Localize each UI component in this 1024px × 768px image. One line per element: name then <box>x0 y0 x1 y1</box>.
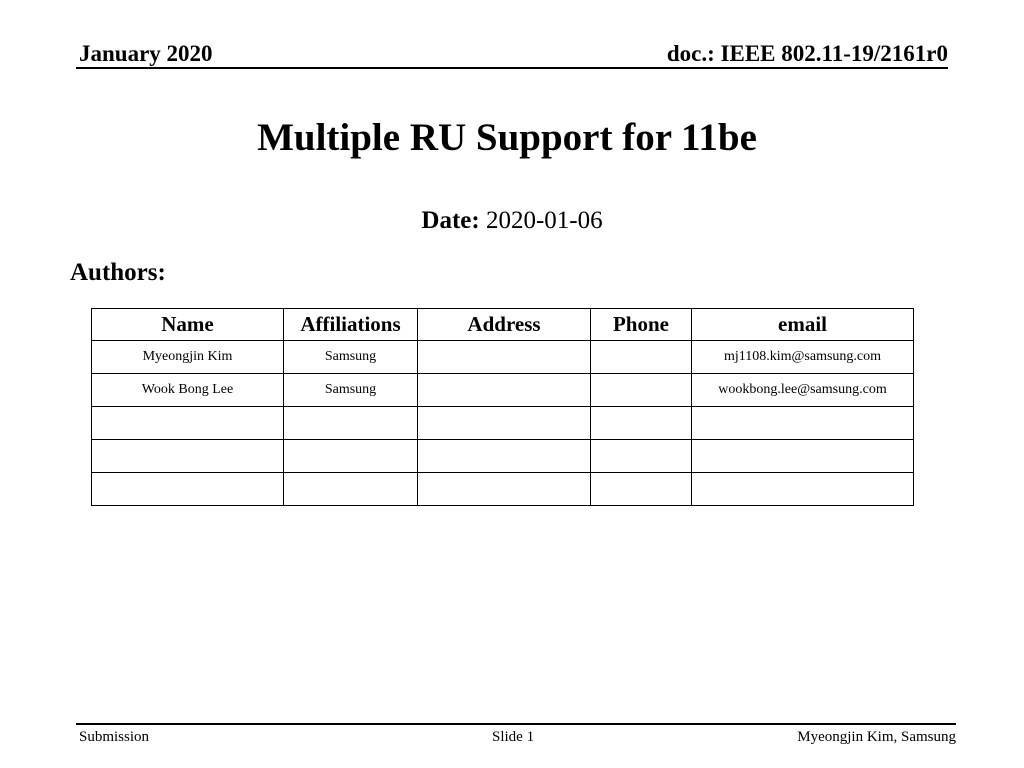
table-row <box>92 374 914 407</box>
column-header-phone: Phone <box>591 309 692 341</box>
author-address-cell <box>418 341 591 374</box>
author-phone-cell <box>591 341 692 374</box>
authors-label: Authors: <box>70 259 166 286</box>
author-email-cell: wookbong.lee@samsung.com <box>692 374 914 407</box>
date-label: Date: <box>421 207 480 234</box>
author-affiliation-cell <box>284 440 418 473</box>
header-doc-id: doc.: IEEE 802.11-19/2161r0 <box>666 41 948 66</box>
author-email-cell <box>692 473 914 506</box>
table-row <box>92 407 914 440</box>
table-row <box>92 341 914 374</box>
author-address-cell <box>418 473 591 506</box>
author-email-cell: mj1108.kim@samsung.com <box>692 341 914 374</box>
footer-divider <box>76 723 956 725</box>
author-phone-cell <box>591 473 692 506</box>
author-phone-cell <box>591 374 692 407</box>
header-date: January 2020 <box>79 41 213 66</box>
author-address-cell <box>418 440 591 473</box>
column-header-address: Address <box>418 309 591 341</box>
author-email-cell <box>692 440 914 473</box>
table-row <box>92 440 914 473</box>
date-value: 2020-01-06 <box>485 207 603 234</box>
footer-submission: Submission <box>79 729 150 745</box>
column-header-email: email <box>692 309 914 341</box>
header-divider <box>76 67 948 69</box>
author-address-cell <box>418 374 591 407</box>
author-phone-cell <box>591 440 692 473</box>
author-affiliation-cell <box>284 473 418 506</box>
author-affiliation-cell: Samsung <box>284 341 418 374</box>
column-header-name: Name <box>92 309 284 341</box>
author-email-cell <box>692 407 914 440</box>
author-name-cell <box>92 473 284 506</box>
author-name-cell <box>92 440 284 473</box>
slide-title: Multiple RU Support for 11be <box>257 116 757 159</box>
author-name-cell: Wook Bong Lee <box>92 374 284 407</box>
author-phone-cell <box>591 407 692 440</box>
author-affiliation-cell <box>284 407 418 440</box>
table-row <box>92 473 914 506</box>
author-address-cell <box>418 407 591 440</box>
authors-table <box>91 308 914 506</box>
column-header-affiliations: Affiliations <box>284 309 418 341</box>
author-name-cell: Myeongjin Kim <box>92 341 284 374</box>
footer-author: Myeongjin Kim, Samsung <box>797 729 956 745</box>
slide-date <box>0 205 1024 237</box>
table-header-row <box>92 309 914 341</box>
footer-slide-number: Slide 1 <box>492 729 535 745</box>
author-name-cell <box>92 407 284 440</box>
author-affiliation-cell: Samsung <box>284 374 418 407</box>
